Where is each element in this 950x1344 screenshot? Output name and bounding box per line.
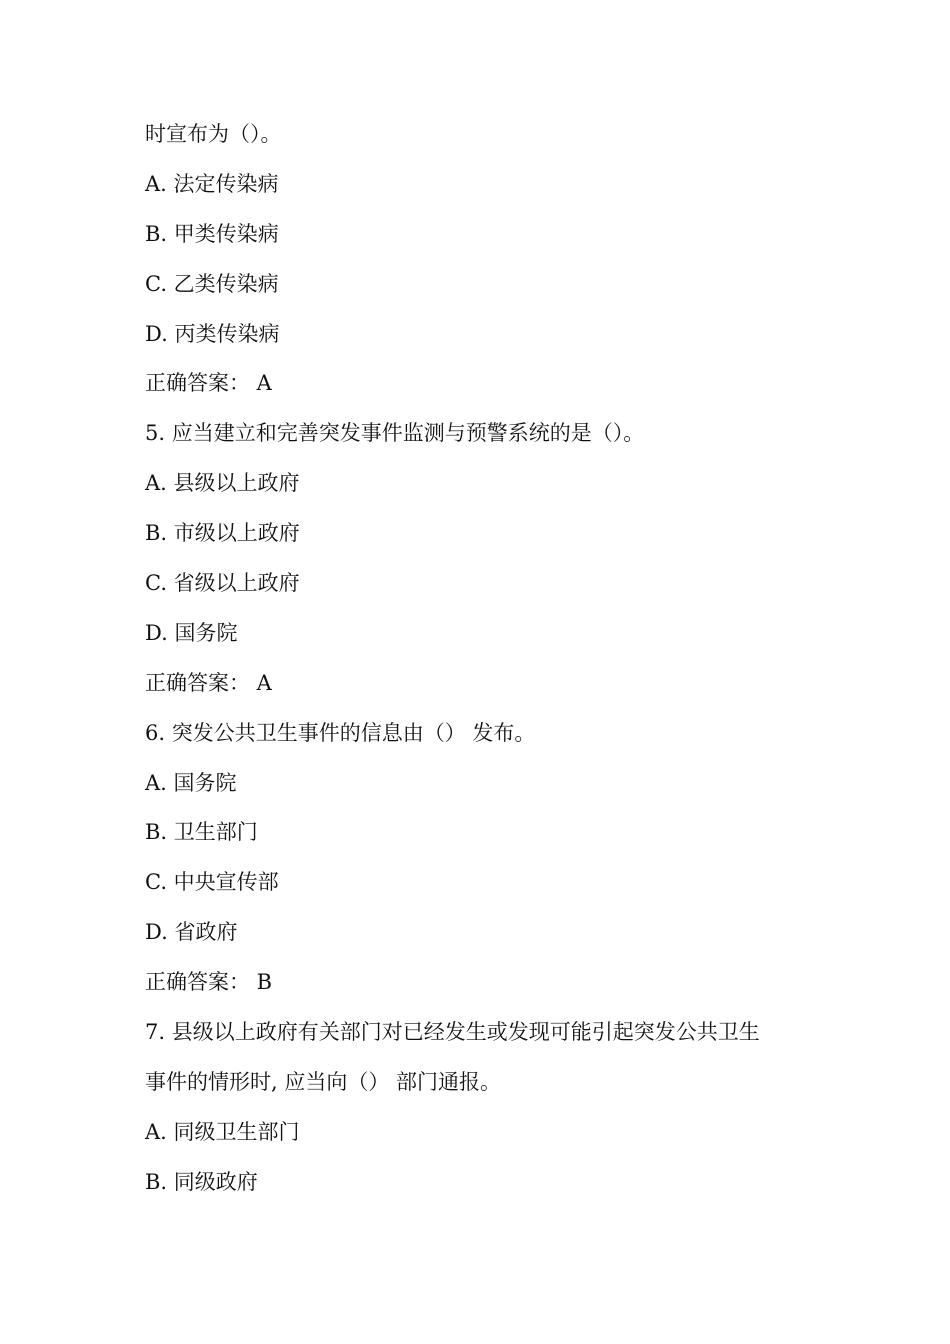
question-5: 5. 应当建立和完善突发事件监测与预警系统的是（）。 <box>145 421 645 446</box>
option-a: A. 法定传染病 <box>145 171 279 196</box>
document-body <box>145 113 845 1211</box>
option-c: C. 中央宣传部 <box>145 870 279 895</box>
question-7-line-1: 7. 县级以上政府有关部门对已经发生或发现可能引起突发公共卫生 <box>145 1020 760 1045</box>
option-d: D. 国务院 <box>145 620 238 645</box>
option-d: D. 丙类传染病 <box>145 321 280 346</box>
answer-6: 正确答案： B <box>145 970 273 995</box>
option-b: B. 甲类传染病 <box>145 221 279 246</box>
question-6: 6. 突发公共卫生事件的信息由（） 发布。 <box>145 720 536 745</box>
option-b: B. 市级以上政府 <box>145 521 300 546</box>
answer-5: 正确答案： A <box>145 670 272 695</box>
option-a: A. 县级以上政府 <box>145 471 300 496</box>
answer-4: 正确答案： A <box>145 371 272 396</box>
option-c: C. 省级以上政府 <box>145 571 300 596</box>
question-4-continuation: 时宣布为（）。 <box>145 122 282 146</box>
option-d: D. 省政府 <box>145 920 238 945</box>
option-c: C. 乙类传染病 <box>145 271 279 296</box>
option-a: A. 国务院 <box>145 770 237 795</box>
option-b: B. 同级政府 <box>145 1169 258 1194</box>
option-b: B. 卫生部门 <box>145 820 258 845</box>
question-7-line-2: 事件的情形时, 应当向（） 部门通报。 <box>145 1069 502 1094</box>
option-a: A. 同级卫生部门 <box>145 1119 300 1144</box>
